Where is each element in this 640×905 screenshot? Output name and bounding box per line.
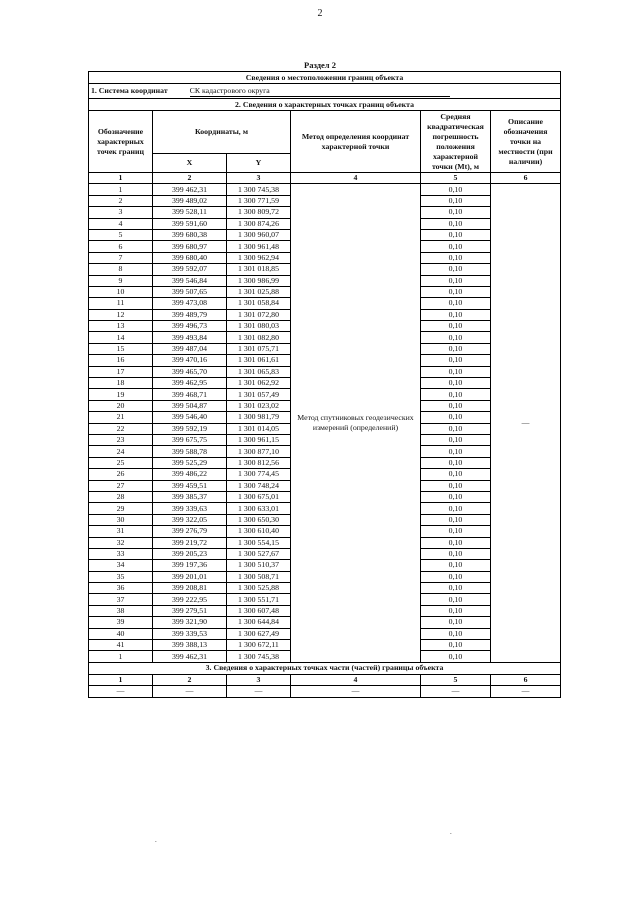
accuracy-value: 0,10 — [421, 457, 491, 468]
coordinate-y: 1 300 650,30 — [227, 514, 291, 525]
coordinate-y: 1 301 057,49 — [227, 389, 291, 400]
accuracy-value: 0,10 — [421, 469, 491, 480]
coordinate-x: 399 675,75 — [153, 434, 227, 445]
point-number: 7 — [89, 252, 153, 263]
accuracy-value: 0,10 — [421, 332, 491, 343]
coordinate-x: 399 279,51 — [153, 605, 227, 616]
method-cell: Метод спутниковых геодезических измерений (определений) — [291, 184, 421, 662]
coordinate-x: 399 321,90 — [153, 617, 227, 628]
coordinate-x: 399 493,84 — [153, 332, 227, 343]
column-numbers-row — [89, 173, 561, 184]
scan-speck: . — [155, 836, 157, 844]
coordinate-x: 399 591,60 — [153, 218, 227, 229]
accuracy-value: 0,10 — [421, 423, 491, 434]
point-number: 1 — [89, 184, 153, 195]
coordinate-y: 1 300 981,79 — [227, 412, 291, 423]
point-number: 26 — [89, 469, 153, 480]
coordinate-x: 399 473,08 — [153, 298, 227, 309]
coordinate-y: 1 300 877,10 — [227, 446, 291, 457]
coordinate-x: 399 496,73 — [153, 321, 227, 332]
coordinate-y: 1 300 554,15 — [227, 537, 291, 548]
column-number: 4 — [291, 674, 421, 685]
accuracy-value: 0,10 — [421, 651, 491, 662]
coordinate-y: 1 300 551,71 — [227, 594, 291, 605]
point-number: 39 — [89, 617, 153, 628]
coordinate-x: 399 219,72 — [153, 537, 227, 548]
accuracy-value: 0,10 — [421, 514, 491, 525]
coordinate-y: 1 301 061,61 — [227, 355, 291, 366]
coordinate-y: 1 301 075,71 — [227, 343, 291, 354]
coordinate-y: 1 300 771,59 — [227, 195, 291, 206]
coordinate-x: 399 197,36 — [153, 560, 227, 571]
accuracy-value: 0,10 — [421, 560, 491, 571]
coordinate-x: 399 486,22 — [153, 469, 227, 480]
point-number: 34 — [89, 560, 153, 571]
coordinate-y: 1 300 627,49 — [227, 628, 291, 639]
coordinate-y: 1 300 527,67 — [227, 548, 291, 559]
coordinate-x: 399 680,40 — [153, 252, 227, 263]
accuracy-value: 0,10 — [421, 400, 491, 411]
coordinate-y: 1 300 508,71 — [227, 571, 291, 582]
accuracy-value: 0,10 — [421, 286, 491, 297]
point-number: 9 — [89, 275, 153, 286]
column-number: 3 — [227, 674, 291, 685]
coordinate-y: 1 300 774,45 — [227, 469, 291, 480]
accuracy-value: 0,10 — [421, 640, 491, 651]
coordinate-x: 399 528,11 — [153, 207, 227, 218]
point-number: 4 — [89, 218, 153, 229]
header-coordinates: Координаты, м — [153, 111, 291, 154]
coordinate-x: 399 680,97 — [153, 241, 227, 252]
coordinate-y: 1 300 812,56 — [227, 457, 291, 468]
point-number: 16 — [89, 355, 153, 366]
point-number: 41 — [89, 640, 153, 651]
coordinate-x: 399 465,70 — [153, 366, 227, 377]
coordinate-x: 399 588,78 — [153, 446, 227, 457]
point-number: 30 — [89, 514, 153, 525]
coordinate-y: 1 300 960,07 — [227, 229, 291, 240]
accuracy-value: 0,10 — [421, 252, 491, 263]
coordinate-x: 399 525,29 — [153, 457, 227, 468]
accuracy-value: 0,10 — [421, 195, 491, 206]
accuracy-value: 0,10 — [421, 583, 491, 594]
part3-values-row — [89, 686, 561, 697]
boundary-points-table — [88, 71, 561, 698]
coordinate-y: 1 301 025,88 — [227, 286, 291, 297]
point-number: 32 — [89, 537, 153, 548]
point-number: 35 — [89, 571, 153, 582]
point-number: 17 — [89, 366, 153, 377]
accuracy-value: 0,10 — [421, 628, 491, 639]
point-number: 15 — [89, 343, 153, 354]
column-number: 5 — [421, 173, 491, 184]
coordinate-x: 399 470,16 — [153, 355, 227, 366]
accuracy-value: 0,10 — [421, 503, 491, 514]
accuracy-value: 0,10 — [421, 480, 491, 491]
accuracy-value: 0,10 — [421, 491, 491, 502]
coordinate-x: 399 201,01 — [153, 571, 227, 582]
column-number: 1 — [89, 674, 153, 685]
point-number: 11 — [89, 298, 153, 309]
accuracy-value: 0,10 — [421, 275, 491, 286]
coordinate-y: 1 301 023,02 — [227, 400, 291, 411]
coordinate-y: 1 301 018,85 — [227, 264, 291, 275]
coordinate-y: 1 300 610,40 — [227, 526, 291, 537]
coordinate-x: 399 489,02 — [153, 195, 227, 206]
description-cell: — — [491, 184, 561, 662]
point-number: 40 — [89, 628, 153, 639]
coordinate-y: 1 301 062,92 — [227, 378, 291, 389]
coordinate-y: 1 301 072,80 — [227, 309, 291, 320]
point-number: 14 — [89, 332, 153, 343]
column-number: 6 — [491, 173, 561, 184]
coordinate-x: 399 592,19 — [153, 423, 227, 434]
coordinate-x: 399 468,71 — [153, 389, 227, 400]
coordinate-x: 399 487,04 — [153, 343, 227, 354]
point-number: 3 — [89, 207, 153, 218]
column-number: 1 — [89, 173, 153, 184]
scan-speck: . — [450, 828, 452, 836]
accuracy-value: 0,10 — [421, 184, 491, 195]
coordinate-x: 399 388,13 — [153, 640, 227, 651]
coordinate-x: 399 459,51 — [153, 480, 227, 491]
coordinate-y: 1 300 607,48 — [227, 605, 291, 616]
coordinate-y: 1 300 748,24 — [227, 480, 291, 491]
point-number: 13 — [89, 321, 153, 332]
part1-title: Сведения о местоположении границ объекта — [89, 72, 561, 84]
coordinate-y: 1 300 962,94 — [227, 252, 291, 263]
column-number: 6 — [491, 674, 561, 685]
coordinate-x: 399 276,79 — [153, 526, 227, 537]
accuracy-value: 0,10 — [421, 207, 491, 218]
coordinate-y: 1 300 874,26 — [227, 218, 291, 229]
point-number: 28 — [89, 491, 153, 502]
column-number: 2 — [153, 173, 227, 184]
accuracy-value: 0,10 — [421, 264, 491, 275]
point-number: 23 — [89, 434, 153, 445]
accuracy-value: 0,10 — [421, 526, 491, 537]
coordinate-y: 1 301 065,83 — [227, 366, 291, 377]
part3-value: — — [227, 686, 291, 697]
accuracy-value: 0,10 — [421, 218, 491, 229]
accuracy-value: 0,10 — [421, 309, 491, 320]
column-number: 3 — [227, 173, 291, 184]
accuracy-value: 0,10 — [421, 446, 491, 457]
coordinate-y: 1 301 080,03 — [227, 321, 291, 332]
column-number: 5 — [421, 674, 491, 685]
column-number: 2 — [153, 674, 227, 685]
coordinate-x: 399 222,95 — [153, 594, 227, 605]
coordinate-x: 399 205,23 — [153, 548, 227, 559]
coordinate-y: 1 301 014,05 — [227, 423, 291, 434]
coordinate-y: 1 301 082,80 — [227, 332, 291, 343]
coordinate-y: 1 300 510,37 — [227, 560, 291, 571]
point-number: 8 — [89, 264, 153, 275]
coordinate-x: 399 208,81 — [153, 583, 227, 594]
coordinate-y: 1 300 809,72 — [227, 207, 291, 218]
coordinate-y: 1 301 058,84 — [227, 298, 291, 309]
coordinate-x: 399 489,79 — [153, 309, 227, 320]
coordinate-system-label: 1. Система координат — [91, 85, 168, 95]
point-number: 33 — [89, 548, 153, 559]
coordinate-y: 1 300 745,38 — [227, 184, 291, 195]
header-description: Описание обозначения точки на местности (при наличии) — [491, 111, 561, 173]
accuracy-value: 0,10 — [421, 389, 491, 400]
point-number: 1 — [89, 651, 153, 662]
point-number: 38 — [89, 605, 153, 616]
point-number: 12 — [89, 309, 153, 320]
coordinate-y: 1 300 961,15 — [227, 434, 291, 445]
accuracy-value: 0,10 — [421, 594, 491, 605]
coordinate-system-row — [89, 84, 561, 99]
part3-value: — — [291, 686, 421, 697]
coordinate-x: 399 546,40 — [153, 412, 227, 423]
point-number: 29 — [89, 503, 153, 514]
point-number: 36 — [89, 583, 153, 594]
header-accuracy: Средняя квадратическая погрешность положения характерной точки (Mt), м — [421, 111, 491, 173]
coordinate-y: 1 300 633,01 — [227, 503, 291, 514]
accuracy-value: 0,10 — [421, 412, 491, 423]
point-number: 20 — [89, 400, 153, 411]
point-number: 37 — [89, 594, 153, 605]
coordinate-y: 1 300 525,88 — [227, 583, 291, 594]
coordinate-x: 399 462,31 — [153, 184, 227, 195]
part3-value: — — [89, 686, 153, 697]
column-number: 4 — [291, 173, 421, 184]
coordinate-x: 399 504,87 — [153, 400, 227, 411]
header-point-designation: Обозначение характерных точек границ — [89, 111, 153, 173]
header-method: Метод определения координат характерной точки — [291, 111, 421, 173]
part3-title: 3. Сведения о характерных точках части (частей) границы объекта — [89, 662, 561, 674]
coordinate-x: 399 385,37 — [153, 491, 227, 502]
coordinate-y: 1 300 672,11 — [227, 640, 291, 651]
coordinate-x: 399 462,31 — [153, 651, 227, 662]
accuracy-value: 0,10 — [421, 366, 491, 377]
accuracy-value: 0,10 — [421, 298, 491, 309]
part2-title: 2. Сведения о характерных точках границ объекта — [89, 99, 561, 111]
coordinate-x: 399 462,95 — [153, 378, 227, 389]
point-number: 19 — [89, 389, 153, 400]
header-x: X — [153, 154, 227, 173]
point-number: 25 — [89, 457, 153, 468]
accuracy-value: 0,10 — [421, 605, 491, 616]
point-number: 27 — [89, 480, 153, 491]
coordinate-x: 399 339,53 — [153, 628, 227, 639]
header-y: Y — [227, 154, 291, 173]
coordinate-y: 1 300 644,84 — [227, 617, 291, 628]
accuracy-value: 0,10 — [421, 434, 491, 445]
part3-value: — — [421, 686, 491, 697]
point-number: 22 — [89, 423, 153, 434]
coordinate-y: 1 300 745,38 — [227, 651, 291, 662]
coordinate-x: 399 680,38 — [153, 229, 227, 240]
point-number: 18 — [89, 378, 153, 389]
accuracy-value: 0,10 — [421, 537, 491, 548]
part3-value: — — [153, 686, 227, 697]
accuracy-value: 0,10 — [421, 355, 491, 366]
coordinate-x: 399 322,05 — [153, 514, 227, 525]
section-label: Раздел 2 — [304, 60, 336, 70]
accuracy-value: 0,10 — [421, 321, 491, 332]
point-number: 31 — [89, 526, 153, 537]
coordinate-x: 399 592,07 — [153, 264, 227, 275]
accuracy-value: 0,10 — [421, 548, 491, 559]
table-row — [89, 184, 561, 195]
coordinate-y: 1 300 986,99 — [227, 275, 291, 286]
accuracy-value: 0,10 — [421, 229, 491, 240]
coordinate-x: 399 507,65 — [153, 286, 227, 297]
accuracy-value: 0,10 — [421, 378, 491, 389]
coordinate-system-value: СК кадастрового округа — [190, 86, 450, 97]
coordinate-x: 399 546,84 — [153, 275, 227, 286]
coordinate-y: 1 300 675,01 — [227, 491, 291, 502]
page-number: 2 — [317, 8, 323, 19]
part3-value: — — [491, 686, 561, 697]
point-number: 24 — [89, 446, 153, 457]
accuracy-value: 0,10 — [421, 617, 491, 628]
point-number: 6 — [89, 241, 153, 252]
part3-column-numbers-row — [89, 674, 561, 685]
accuracy-value: 0,10 — [421, 571, 491, 582]
coordinate-y: 1 300 961,48 — [227, 241, 291, 252]
point-number: 5 — [89, 229, 153, 240]
point-number: 21 — [89, 412, 153, 423]
coordinate-x: 399 339,63 — [153, 503, 227, 514]
accuracy-value: 0,10 — [421, 343, 491, 354]
accuracy-value: 0,10 — [421, 241, 491, 252]
point-number: 10 — [89, 286, 153, 297]
point-number: 2 — [89, 195, 153, 206]
